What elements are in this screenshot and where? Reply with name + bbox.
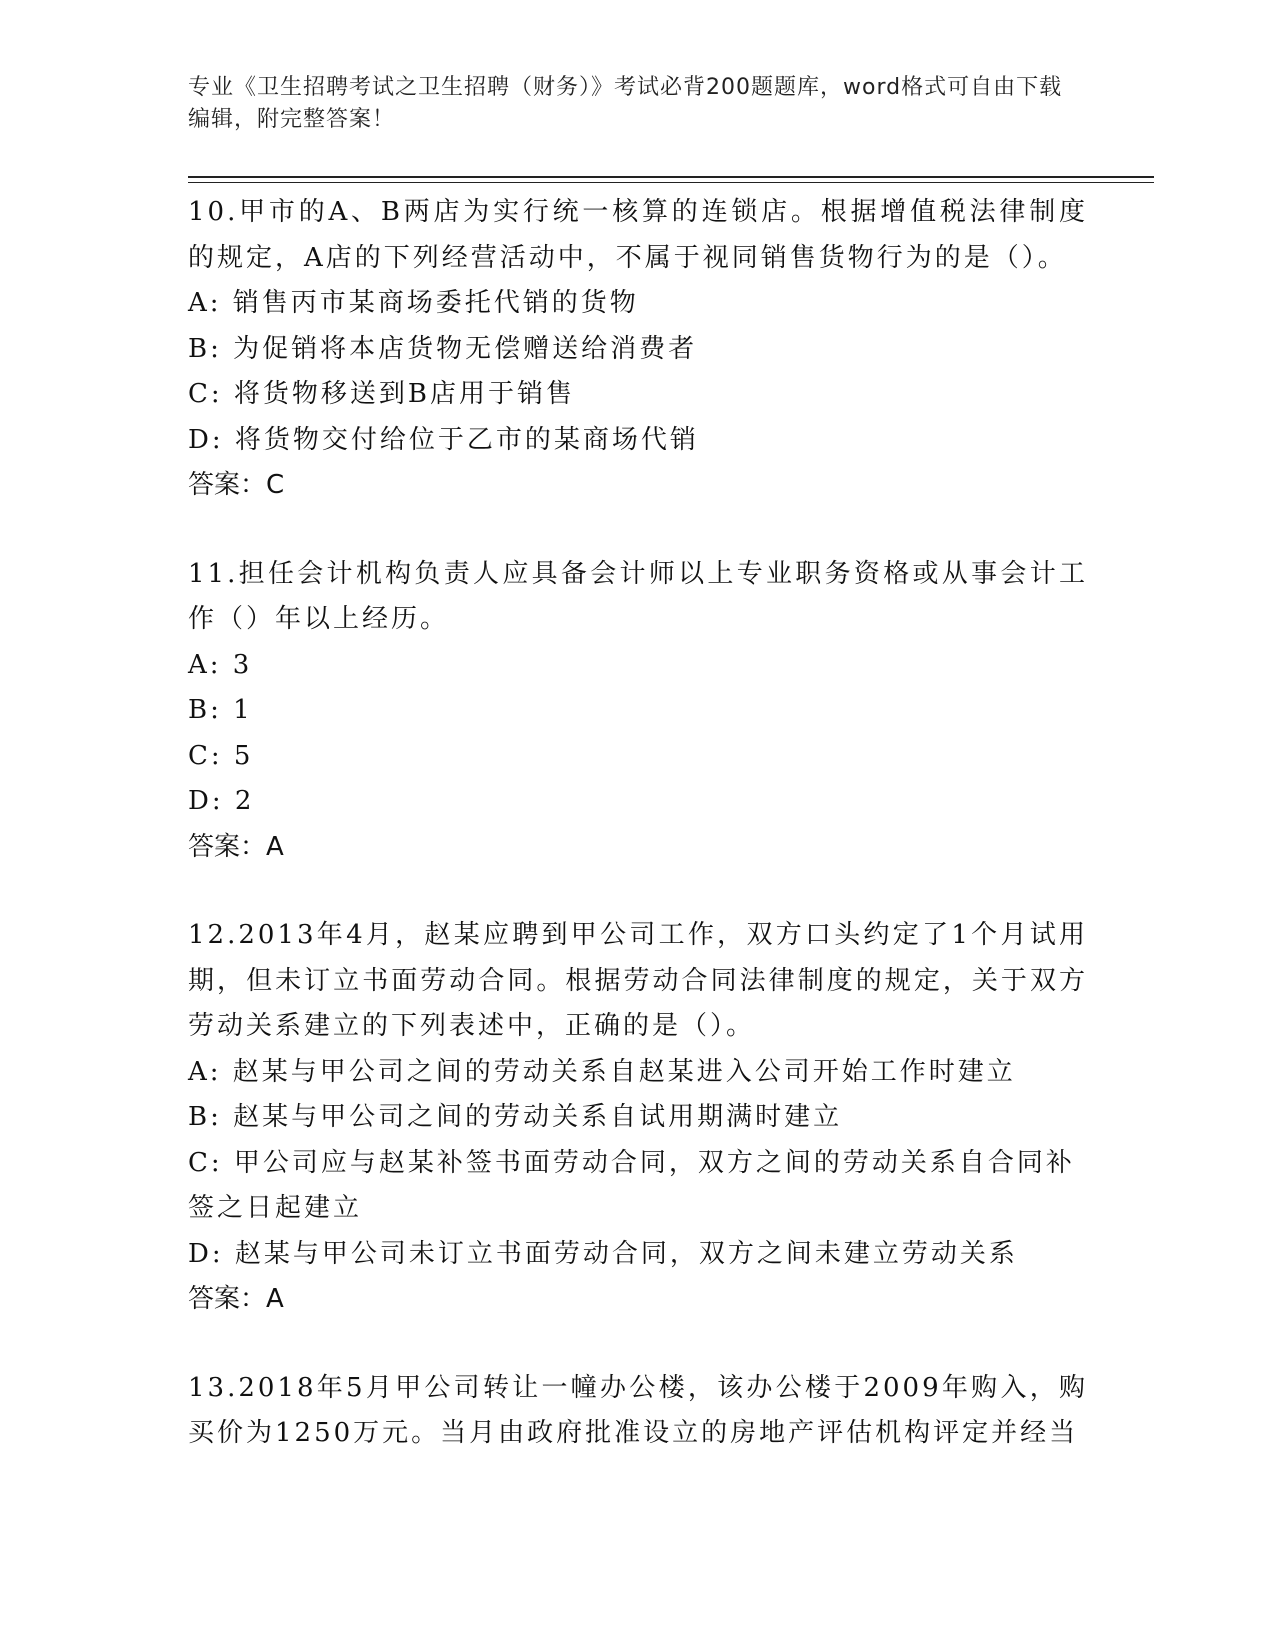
answer-value: A — [266, 831, 284, 862]
answer-line — [188, 1277, 1088, 1323]
question-stem: 12.2013年4月，赵某应聘到甲公司工作，双方口头约定了1个月试用期，但未订立书面劳动合同。根据劳动合同法律制度的规定，关于双方劳动关系建立的下列表述中，正确的是（）。 — [188, 920, 1088, 1041]
header-divider-thick — [188, 176, 1154, 178]
answer-value: C — [266, 470, 285, 500]
answer-label: 答案： — [188, 1284, 267, 1314]
option-d: D: 将货物交付给位于乙市的某商场代销 — [188, 424, 699, 455]
question-stem: 13.2018年5月甲公司转让一幢办公楼，该办公楼于2009年购入，购买价为1250万元。当月由政府批准设立的房地产评估机构评定并经当 — [188, 1372, 1088, 1448]
question-12 — [188, 913, 1088, 1323]
answer-value: A — [266, 1284, 284, 1314]
option-b: B: 为促销将本店货物无偿赠送给消费者 — [188, 333, 698, 364]
answer-label: 答案： — [188, 831, 267, 862]
option-c: C: 甲公司应与赵某补签书面劳动合同，双方之间的劳动关系自合同补签之日起建立 — [188, 1147, 1075, 1223]
question-stem: 11.担任会计机构负责人应具备会计师以上专业职务资格或从事会计工作（）年以上经历。 — [188, 558, 1088, 634]
option-b: B: 1 — [188, 695, 253, 725]
document-header: 专业《卫生招聘考试之卫生招聘（财务）》考试必背200题题库，word格式可自由下载编辑，附完整答案！ — [188, 75, 1063, 132]
option-a: A: 3 — [188, 649, 253, 680]
question-list — [188, 190, 1088, 1500]
option-c: C: 将货物移送到B店用于销售 — [188, 379, 576, 409]
option-a: A: 销售丙市某商场委托代销的货物 — [188, 288, 639, 318]
option-d: D: 2 — [188, 786, 255, 816]
answer-line — [188, 463, 1088, 509]
question-13 — [188, 1366, 1088, 1457]
answer-label: 答案： — [188, 470, 267, 500]
option-a: A: 赵某与甲公司之间的劳动关系自赵某进入公司开始工作时建立 — [188, 1056, 1016, 1087]
option-d: D: 赵某与甲公司未订立书面劳动合同，双方之间未建立劳动关系 — [188, 1238, 1018, 1269]
header-divider-thin — [188, 182, 1154, 183]
option-c: C: 5 — [188, 740, 254, 771]
question-11 — [188, 552, 1088, 871]
answer-line — [188, 825, 1088, 871]
question-10 — [188, 190, 1088, 509]
option-b: B: 赵某与甲公司之间的劳动关系自试用期满时建立 — [188, 1102, 843, 1132]
question-stem: 10.甲市的A、B两店为实行统一核算的连锁店。根据增值税法律制度的规定，A店的下列经营活动中，不属于视同销售货物行为的是（）。 — [188, 197, 1088, 273]
